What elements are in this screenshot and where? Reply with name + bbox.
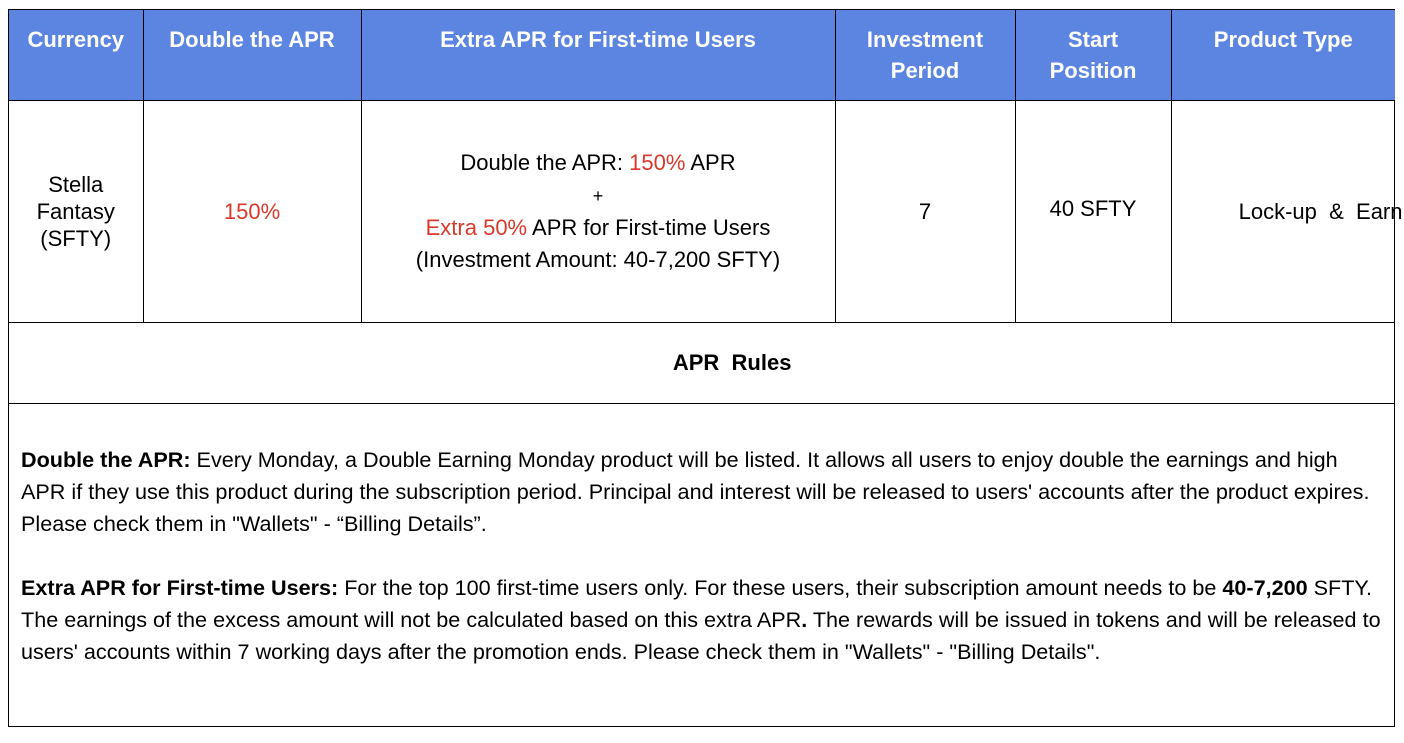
rule-extra-apr: Extra APR for First-time Users: For the top 100 first-time users only. For these users, their subscription amount needs to be 40-7,200 SFTY. The earnings of the excess amount will not be calculated based on this extra APR. The rewards will be issued in tokens and will be released to users' accounts within 7 working days after the promotion ends. Please check them in "Wallets" - "Billing Details". [21, 574, 1381, 664]
apr-product-sheet [8, 9, 1403, 727]
double-apr-value: 150% [223, 198, 281, 224]
header-extra-apr: Extra APR for First-time Users [361, 10, 835, 100]
rules-body [9, 403, 1395, 743]
header-investment-period: Investment Period [835, 10, 1015, 100]
table-header [9, 10, 1395, 100]
cell-start-position: 40 SFTY [1015, 100, 1171, 322]
header-double-apr: Double the APR [143, 10, 361, 100]
cell-double-apr [143, 100, 361, 322]
table-row [9, 100, 1395, 322]
header-currency: Currency [9, 10, 143, 100]
header-product-type: Product Type [1171, 10, 1395, 100]
cell-currency: Stella Fantasy (SFTY) [9, 100, 143, 322]
cell-product-type: Lock-up & Earn [1171, 100, 1395, 322]
header-start-position: Start Position [1015, 10, 1171, 100]
cell-investment-period: 7 [835, 100, 1015, 322]
rules-title: APR Rules [9, 322, 1395, 403]
product-table [9, 10, 1403, 743]
rule-double-apr: Double the APR: Every Monday, a Double Earning Monday product will be listed. It allows all users to enjoy double the earnings and high APR if they use this product during the subscription period. Principal and interest will be released to users' accounts after the product expires. Please check them in "Wallets" - “Billing Details”. [21, 446, 1370, 536]
cell-extra-apr: Double the APR: 150% APR + Extra 50% APR for First-time Users (Investment Amount: 40-7,200 SFTY) [361, 100, 835, 322]
